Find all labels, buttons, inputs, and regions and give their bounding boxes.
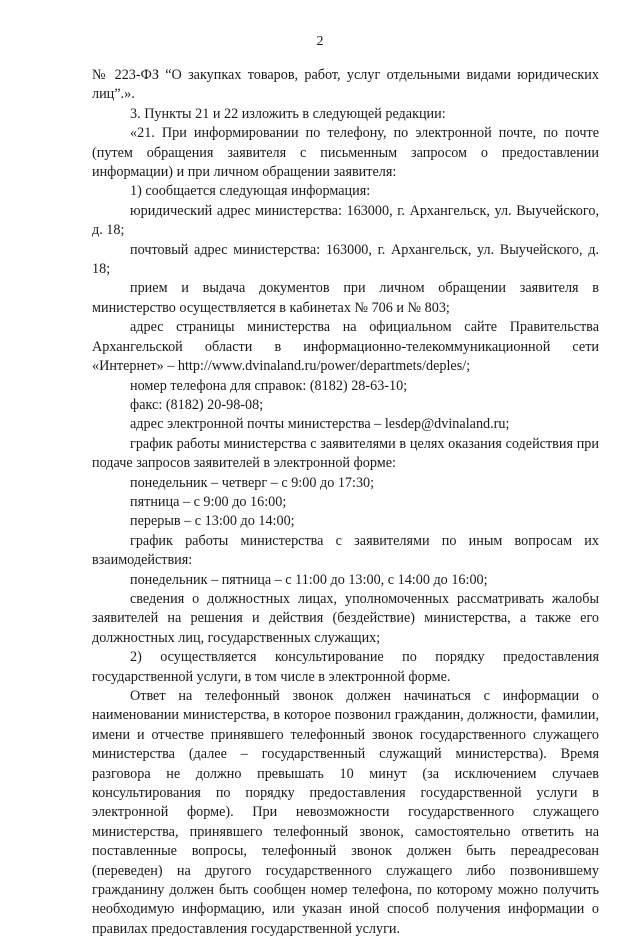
paragraph: 3. Пункты 21 и 22 изложить в следующей редакции:	[130, 105, 446, 122]
paragraph: сведения о должностных лицах, уполномоченных рассматривать жалобы заявителей на решения и действия (бездействие) министерства, а также его должностных лиц, государственных служащих;	[92, 590, 599, 646]
paragraph: Ответ на телефонный звонок должен начинаться с информации о наименовании министерства, в которое позвонил гражданин, должности, фамилии, имени и отчестве принявшего телефонный звонок государственного служащего министерства (далее – государственный служащий министерства). Время разговора не должно превышать 10 минут (за исключением случаев консультирования по порядку предоставления государственной услуги в электронной форме). При невозможности государственного служащего министерства, принявшего телефонный звонок, самостоятельно ответить на поставленные вопросы, телефонный звонок должен быть переадресован (переведен) на другого государственного служащего либо позвонившему гражданину должен быть сообщен номер телефона, по которому можно получить необходимую информацию, или указан иной способ получения информации о правилах предоставления государственной услуги.	[92, 688, 599, 937]
paragraph: адрес страницы министерства на официальном сайте Правительства Архангельской области в информационно-телекоммуникационной сети «Интернет» – http://www.dvinaland.ru/power/departmets/deples/;	[92, 319, 599, 375]
paragraph: «21. При информировании по телефону, по электронной почте, по почте (путем обращения заявителя с письменным запросом о предоставлении информации) и при личном обращении заявителя:	[92, 125, 599, 181]
paragraph: 2) осуществляется консультирование по порядку предоставления государственной услуги, в том числе в электронной форме.	[92, 649, 599, 685]
paragraph: адрес электронной почты министерства – lesdep@dvinaland.ru;	[130, 416, 510, 433]
paragraph: прием и выдача документов при личном обращении заявителя в министерство осуществляется в кабинетах № 706 и № 803;	[92, 280, 599, 316]
paragraph: график работы министерства с заявителями по иным вопросам их взаимодействия:	[92, 532, 599, 569]
paragraph: понедельник – пятница – с 11:00 до 13:00, с 14:00 до 16:00;	[130, 571, 488, 588]
paragraph: номер телефона для справок: (8182) 28-63-10;	[130, 377, 408, 394]
paragraph: № 223-ФЗ “О закупках товаров, работ, услуг отдельными видами юридических лиц”.».	[92, 67, 599, 103]
paragraph: почтовый адрес министерства: 163000, г. Архангельск, ул. Выучейского, д. 18;	[92, 241, 599, 278]
document-body	[92, 66, 599, 939]
paragraph: юридический адрес министерства: 163000, г. Архангельск, ул. Выучейского, д. 18;	[92, 202, 599, 239]
paragraph: 1) сообщается следующая информация:	[130, 183, 371, 200]
paragraph: перерыв – с 13:00 до 14:00;	[130, 513, 295, 530]
paragraph: график работы министерства с заявителями в целях оказания содействия при подаче запросов заявителей в электронной форме:	[92, 435, 599, 472]
paragraph: факс: (8182) 20-98-08;	[130, 396, 264, 413]
paragraph: понедельник – четверг – с 9:00 до 17:30;	[130, 474, 375, 491]
page-number: 2	[316, 34, 324, 49]
paragraph: пятница – с 9:00 до 16:00;	[130, 493, 287, 510]
